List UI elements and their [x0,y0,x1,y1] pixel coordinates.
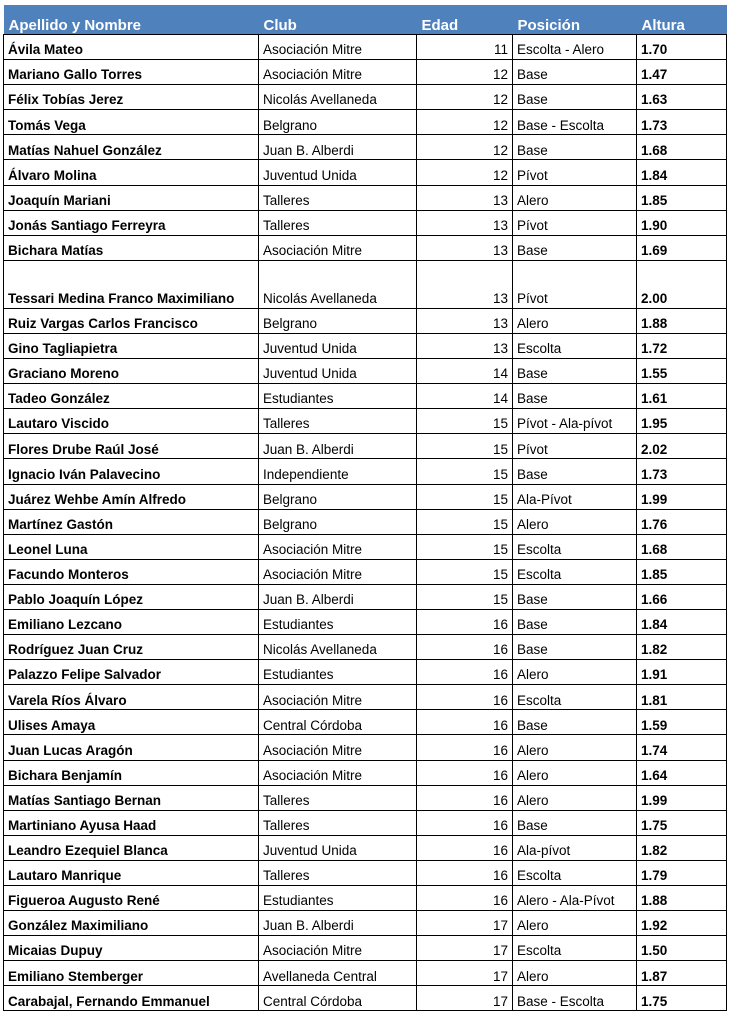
cell-position: Base [513,584,637,609]
table-row [4,409,727,434]
table-row [4,260,727,308]
table-row [4,308,727,333]
cell-position: Base [513,135,637,160]
cell-name: Félix Tobías Jerez [4,85,259,110]
cell-position: Pívot - Ala-pívot [513,409,637,434]
cell-name: Carabajal, Fernando Emmanuel [4,986,259,1011]
cell-age: 13 [417,235,513,260]
table-row [4,35,727,60]
header-club: Club [259,5,417,35]
cell-club: Estudiantes [259,886,417,911]
table-row [4,384,727,409]
cell-club: Juventud Unida [259,333,417,358]
header-row [4,5,727,35]
cell-name: Graciano Moreno [4,359,259,384]
table-row [4,685,727,710]
table-row [4,584,727,609]
cell-height: 1.66 [637,584,727,609]
cell-name: Martiniano Ayusa Haad [4,810,259,835]
cell-name: Gino Tagliapietra [4,333,259,358]
cell-club: Nicolás Avellaneda [259,635,417,660]
cell-age: 15 [417,584,513,609]
table-row [4,434,727,459]
cell-height: 1.63 [637,85,727,110]
cell-club: Estudiantes [259,384,417,409]
cell-height: 1.55 [637,359,727,384]
cell-age: 17 [417,911,513,936]
cell-position: Alero [513,961,637,986]
cell-age: 14 [417,359,513,384]
table-row [4,735,727,760]
cell-position: Base [513,359,637,384]
cell-height: 2.02 [637,434,727,459]
cell-position: Escolta [513,333,637,358]
table-row [4,185,727,210]
cell-height: 1.85 [637,559,727,584]
table-header [4,5,727,35]
cell-height: 1.95 [637,409,727,434]
table-row [4,60,727,85]
cell-height: 1.70 [637,35,727,60]
cell-name: Lautaro Manrique [4,860,259,885]
cell-height: 1.73 [637,110,727,135]
cell-club: Asociación Mitre [259,735,417,760]
cell-club: Avellaneda Central [259,961,417,986]
cell-club: Nicolás Avellaneda [259,260,417,308]
cell-position: Base [513,235,637,260]
cell-age: 16 [417,710,513,735]
table-row [4,760,727,785]
cell-height: 2.00 [637,260,727,308]
cell-age: 15 [417,459,513,484]
cell-height: 1.59 [637,710,727,735]
cell-name: Tadeo González [4,384,259,409]
cell-height: 1.99 [637,484,727,509]
roster-table [3,5,727,1011]
cell-position: Alero [513,760,637,785]
cell-club: Central Córdoba [259,710,417,735]
cell-age: 13 [417,185,513,210]
cell-name: Leandro Ezequiel Blanca [4,835,259,860]
cell-height: 1.68 [637,534,727,559]
cell-club: Belgrano [259,308,417,333]
cell-name: Juárez Wehbe Amín Alfredo [4,484,259,509]
table-row [4,860,727,885]
table-row [4,961,727,986]
cell-club: Juan B. Alberdi [259,434,417,459]
cell-name: González Maximiliano [4,911,259,936]
header-age: Edad [417,5,513,35]
cell-position: Pívot [513,210,637,235]
table-row [4,986,727,1011]
cell-name: Ruiz Vargas Carlos Francisco [4,308,259,333]
cell-position: Base [513,60,637,85]
cell-club: Talleres [259,185,417,210]
cell-club: Belgrano [259,110,417,135]
cell-position: Pívot [513,260,637,308]
cell-name: Micaias Dupuy [4,936,259,961]
cell-club: Talleres [259,210,417,235]
cell-height: 1.99 [637,785,727,810]
cell-position: Escolta [513,860,637,885]
table-row [4,110,727,135]
cell-age: 12 [417,60,513,85]
cell-club: Estudiantes [259,660,417,685]
table-row [4,509,727,534]
cell-height: 1.88 [637,308,727,333]
table-row [4,559,727,584]
cell-position: Alero [513,735,637,760]
table-row [4,160,727,185]
cell-club: Juventud Unida [259,359,417,384]
cell-name: Bichara Matías [4,235,259,260]
cell-position: Escolta [513,559,637,584]
cell-age: 16 [417,760,513,785]
cell-age: 16 [417,785,513,810]
cell-name: Flores Drube Raúl José [4,434,259,459]
cell-position: Pívot [513,160,637,185]
cell-club: Juventud Unida [259,160,417,185]
table-row [4,886,727,911]
cell-position: Alero [513,911,637,936]
cell-age: 13 [417,333,513,358]
table-row [4,835,727,860]
cell-age: 15 [417,559,513,584]
cell-club: Asociación Mitre [259,60,417,85]
cell-age: 16 [417,685,513,710]
cell-age: 16 [417,635,513,660]
cell-age: 16 [417,860,513,885]
cell-club: Belgrano [259,484,417,509]
cell-age: 15 [417,534,513,559]
cell-age: 15 [417,484,513,509]
cell-age: 13 [417,308,513,333]
cell-club: Asociación Mitre [259,235,417,260]
cell-position: Base - Escolta [513,986,637,1011]
cell-age: 15 [417,434,513,459]
cell-position: Base [513,635,637,660]
cell-club: Asociación Mitre [259,534,417,559]
cell-name: Rodríguez Juan Cruz [4,635,259,660]
table-row [4,235,727,260]
cell-height: 1.68 [637,135,727,160]
cell-position: Escolta [513,685,637,710]
cell-height: 1.74 [637,735,727,760]
table-row [4,135,727,160]
table-row [4,660,727,685]
table-row [4,810,727,835]
cell-name: Mariano Gallo Torres [4,60,259,85]
cell-age: 17 [417,986,513,1011]
cell-club: Juventud Unida [259,835,417,860]
cell-club: Talleres [259,785,417,810]
cell-club: Juan B. Alberdi [259,584,417,609]
cell-position: Base - Escolta [513,110,637,135]
cell-name: Leonel Luna [4,534,259,559]
cell-name: Facundo Monteros [4,559,259,584]
table-row [4,911,727,936]
cell-name: Tomás Vega [4,110,259,135]
cell-height: 1.64 [637,760,727,785]
cell-name: Ignacio Iván Palavecino [4,459,259,484]
cell-height: 1.47 [637,60,727,85]
table-row [4,484,727,509]
cell-position: Base [513,710,637,735]
cell-age: 17 [417,961,513,986]
cell-age: 17 [417,936,513,961]
cell-position: Base [513,459,637,484]
cell-height: 1.84 [637,609,727,634]
cell-name: Matías Santiago Bernan [4,785,259,810]
cell-age: 16 [417,835,513,860]
cell-height: 1.79 [637,860,727,885]
cell-name: Emiliano Lezcano [4,609,259,634]
cell-height: 1.82 [637,835,727,860]
cell-height: 1.50 [637,936,727,961]
cell-club: Juan B. Alberdi [259,135,417,160]
cell-age: 16 [417,609,513,634]
cell-position: Escolta [513,534,637,559]
cell-height: 1.76 [637,509,727,534]
cell-position: Alero [513,660,637,685]
cell-height: 1.85 [637,185,727,210]
cell-name: Tessari Medina Franco Maximiliano [4,260,259,308]
cell-height: 1.81 [637,685,727,710]
cell-name: Matías Nahuel González [4,135,259,160]
header-height: Altura [637,5,727,35]
cell-height: 1.75 [637,986,727,1011]
cell-age: 13 [417,260,513,308]
cell-club: Talleres [259,409,417,434]
cell-club: Asociación Mitre [259,559,417,584]
cell-age: 12 [417,85,513,110]
cell-age: 12 [417,160,513,185]
cell-age: 12 [417,135,513,160]
cell-position: Alero [513,185,637,210]
cell-name: Palazzo Felipe Salvador [4,660,259,685]
cell-name: Emiliano Stemberger [4,961,259,986]
cell-club: Asociación Mitre [259,936,417,961]
cell-name: Martínez Gastón [4,509,259,534]
cell-name: Ávila Mateo [4,35,259,60]
cell-name: Joaquín Mariani [4,185,259,210]
cell-height: 1.75 [637,810,727,835]
cell-position: Ala-pívot [513,835,637,860]
cell-age: 12 [417,110,513,135]
cell-age: 13 [417,210,513,235]
header-name: Apellido y Nombre [4,5,259,35]
cell-height: 1.69 [637,235,727,260]
cell-position: Escolta - Alero [513,35,637,60]
cell-height: 1.87 [637,961,727,986]
cell-position: Alero [513,785,637,810]
table-row [4,210,727,235]
cell-position: Alero [513,308,637,333]
cell-position: Base [513,609,637,634]
cell-club: Talleres [259,860,417,885]
cell-age: 16 [417,810,513,835]
table-row [4,459,727,484]
cell-height: 1.73 [637,459,727,484]
table-row [4,710,727,735]
cell-club: Central Córdoba [259,986,417,1011]
cell-club: Asociación Mitre [259,35,417,60]
cell-height: 1.82 [637,635,727,660]
cell-name: Lautaro Viscido [4,409,259,434]
cell-height: 1.88 [637,886,727,911]
header-position: Posición [513,5,637,35]
cell-club: Asociación Mitre [259,760,417,785]
cell-name: Juan Lucas Aragón [4,735,259,760]
cell-position: Pívot [513,434,637,459]
cell-age: 14 [417,384,513,409]
cell-name: Bichara Benjamín [4,760,259,785]
cell-age: 15 [417,509,513,534]
table-row [4,936,727,961]
cell-club: Juan B. Alberdi [259,911,417,936]
cell-club: Independiente [259,459,417,484]
cell-position: Base [513,85,637,110]
table-row [4,333,727,358]
cell-position: Alero [513,509,637,534]
cell-age: 11 [417,35,513,60]
table-row [4,534,727,559]
cell-position: Alero - Ala-Pívot [513,886,637,911]
cell-club: Talleres [259,810,417,835]
cell-height: 1.92 [637,911,727,936]
cell-name: Jonás Santiago Ferreyra [4,210,259,235]
cell-age: 16 [417,735,513,760]
cell-name: Varela Ríos Álvaro [4,685,259,710]
cell-age: 15 [417,409,513,434]
cell-club: Nicolás Avellaneda [259,85,417,110]
table-row [4,635,727,660]
cell-height: 1.90 [637,210,727,235]
cell-height: 1.84 [637,160,727,185]
cell-position: Ala-Pívot [513,484,637,509]
cell-height: 1.72 [637,333,727,358]
cell-height: 1.61 [637,384,727,409]
cell-age: 16 [417,886,513,911]
table-row [4,85,727,110]
cell-name: Ulises Amaya [4,710,259,735]
cell-club: Asociación Mitre [259,685,417,710]
cell-position: Base [513,384,637,409]
cell-position: Base [513,810,637,835]
cell-age: 16 [417,660,513,685]
cell-position: Escolta [513,936,637,961]
cell-club: Belgrano [259,509,417,534]
cell-name: Figueroa Augusto René [4,886,259,911]
cell-name: Álvaro Molina [4,160,259,185]
table-body [4,35,727,1011]
cell-height: 1.91 [637,660,727,685]
table-row [4,609,727,634]
cell-club: Estudiantes [259,609,417,634]
table-row [4,785,727,810]
cell-name: Pablo Joaquín López [4,584,259,609]
table-row [4,359,727,384]
